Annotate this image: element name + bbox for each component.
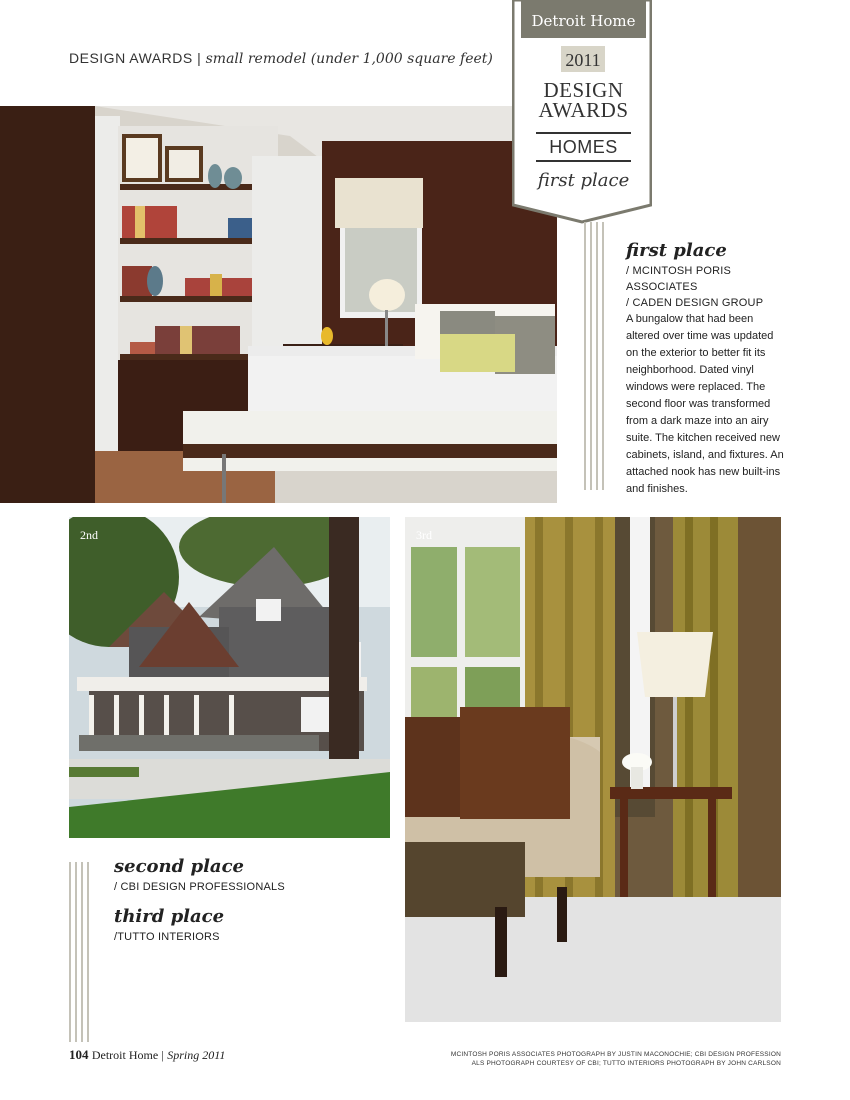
first-place-bedroom-photo (0, 106, 557, 503)
second-place-house-photo (69, 517, 390, 838)
section-header (69, 50, 493, 67)
badge-title (521, 80, 646, 120)
badge-rule-top (536, 132, 631, 134)
header-separator: | (197, 50, 202, 66)
award-category: small remodel (under 1,000 square feet) (205, 51, 493, 67)
third-photo-tag: 3rd (416, 528, 432, 542)
first-place-block (626, 240, 786, 498)
first-place-description: A bungalow that had been altered over time was updated on the exterior to better fit its neighborhood. Dated vinyl windows were replaced. The second floor was transformed from a dark maze into an airy suite. The kitchen received new cabinets, island, and fixtures. An attached nook has new built-ins and finishes. (626, 313, 784, 495)
photo-credits-line-1: MCINTOSH PORIS ASSOCIATES PHOTOGRAPH BY JUSTIN MACONOCHIE; CBI DESIGN PROFESSION (450, 1051, 781, 1058)
page-number: 104 (69, 1047, 89, 1062)
first-place-firm-2: / CADEN DESIGN GROUP (626, 297, 764, 309)
second-place-firm: / CBI DESIGN PROFESSIONALS (114, 881, 285, 893)
second-photo-tag: 2nd (80, 528, 98, 542)
folio-magazine: Detroit Home (91, 1048, 159, 1062)
page-folio (69, 1047, 225, 1063)
second-place-title: second place (114, 856, 244, 877)
third-place-living-room-photo (405, 517, 781, 1022)
folio-separator: | (161, 1048, 164, 1062)
third-place-title: third place (114, 906, 225, 927)
badge-year: 2011 (561, 46, 605, 72)
badge-rule-bottom (536, 160, 631, 162)
decorative-stripes-left (69, 862, 95, 1042)
first-place-firm-1: / MCINTOSH PORIS ASSOCIATES (626, 265, 732, 293)
badge-category: HOMES (549, 137, 618, 157)
badge-magazine-name: Detroit Home (521, 0, 646, 38)
decorative-stripes-right (584, 222, 610, 490)
folio-issue: Spring 2011 (167, 1048, 226, 1062)
first-place-title: first place (626, 240, 727, 261)
third-place-firm: /TUTTO INTERIORS (114, 931, 220, 943)
badge-title-line2: AWARDS (538, 98, 629, 122)
section-label: DESIGN AWARDS (69, 50, 193, 66)
badge-title-line1: DESIGN (543, 78, 624, 102)
photo-credits-line-2: ALS PHOTOGRAPH COURTESY OF CBI; TUTTO INTERIORS PHOTOGRAPH BY JOHN CARLSON (471, 1060, 781, 1067)
badge-place: first place (537, 170, 630, 191)
photo-credits (400, 1050, 781, 1068)
